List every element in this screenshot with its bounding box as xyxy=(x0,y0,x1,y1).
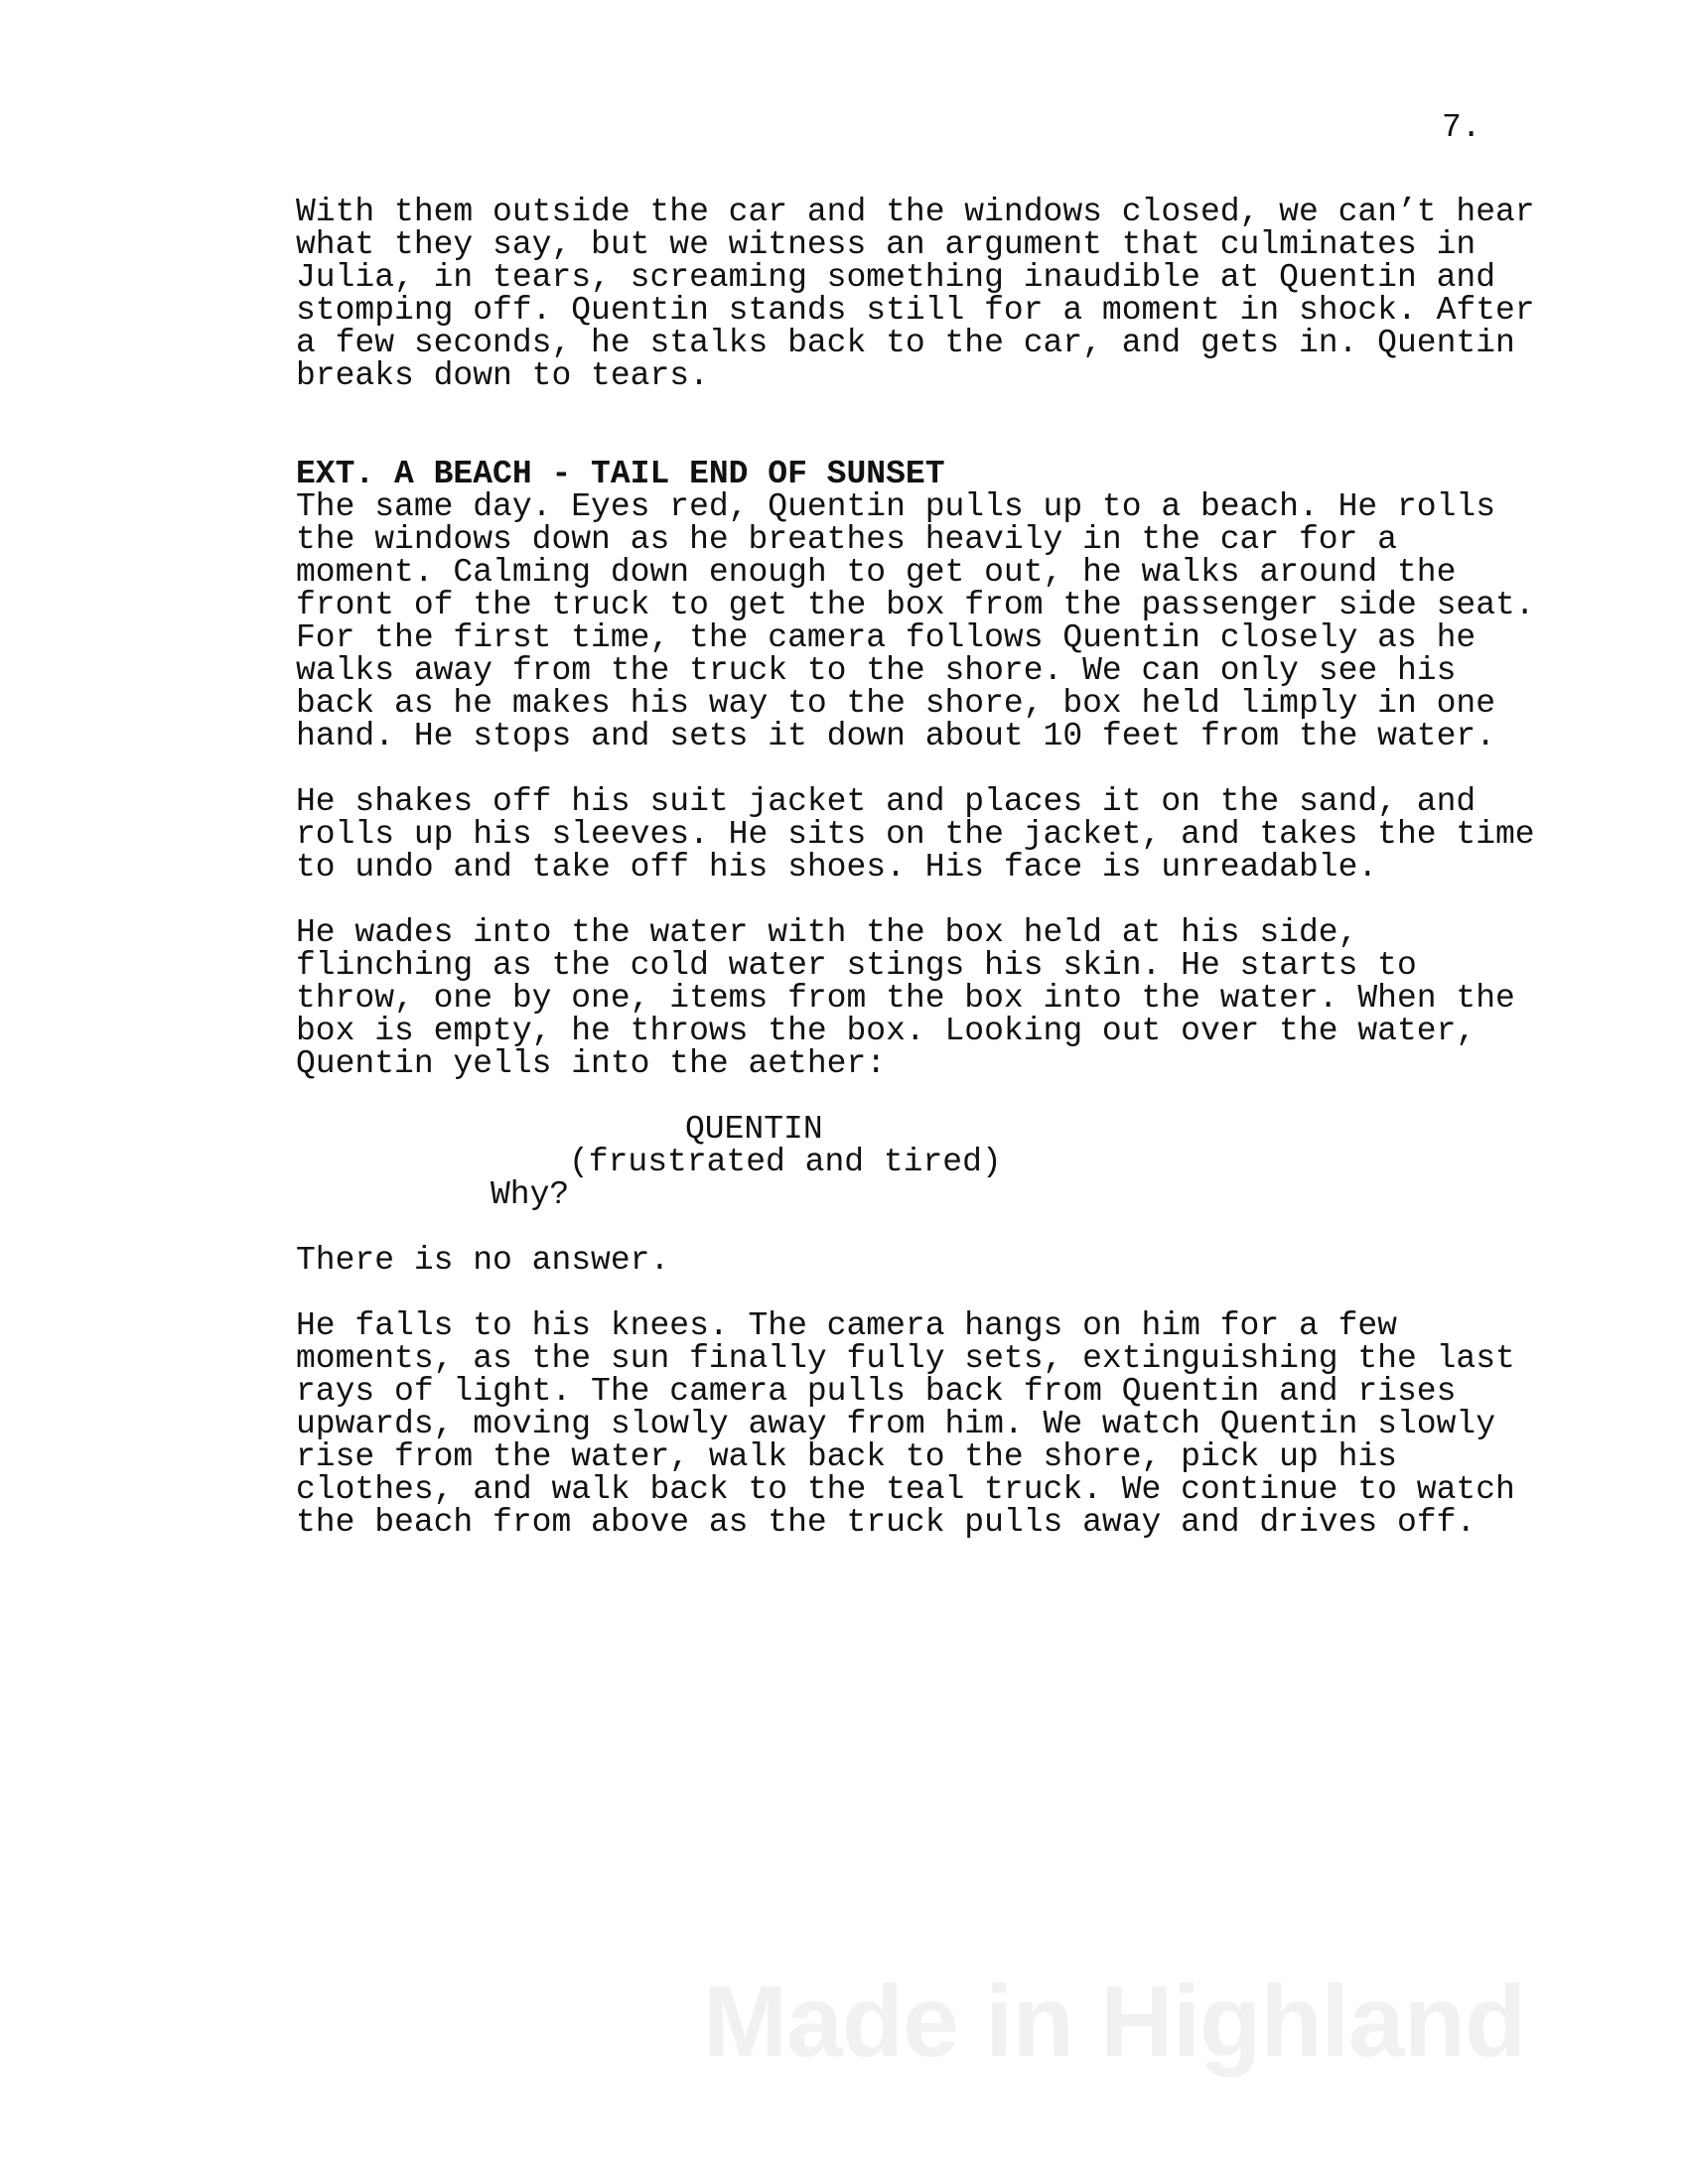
page-number: 7. xyxy=(1442,109,1481,146)
action-line: moment. Calming down enough to get out, he walks around the xyxy=(296,554,1457,591)
action-line: flinching as the cold water stings his skin. He starts to xyxy=(296,947,1417,984)
action-line: back as he makes his way to the shore, box held limply in one xyxy=(296,685,1495,722)
action-line: Julia, in tears, screaming something inaudible at Quentin and xyxy=(296,259,1495,296)
action-line: box is empty, he throws the box. Looking out over the water, xyxy=(296,1013,1477,1049)
action-line: stomping off. Quentin stands still for a moment in shock. After xyxy=(296,292,1535,329)
action-line: front of the truck to get the box from the passenger side seat. xyxy=(296,587,1535,623)
action-paragraph-6 xyxy=(296,1309,1567,1539)
action-line: There is no answer. xyxy=(296,1242,670,1279)
action-line: walks away from the truck to the shore. We can only see his xyxy=(296,652,1457,689)
action-line: rays of light. The camera pulls back from Quentin and rises xyxy=(296,1373,1457,1410)
action-line: hand. He stops and sets it down about 10 feet from the water. xyxy=(296,718,1495,754)
action-line: the beach from above as the truck pulls away and drives off. xyxy=(296,1504,1477,1541)
action-line: moments, as the sun finally fully sets, extinguishing the last xyxy=(296,1340,1515,1377)
action-line: what they say, but we witness an argument that culminates in xyxy=(296,226,1477,263)
action-line: to undo and take off his shoes. His face is unreadable. xyxy=(296,849,1378,886)
action-line: For the first time, the camera follows Quentin closely as he xyxy=(296,619,1477,656)
action-line: The same day. Eyes red, Quentin pulls up to a beach. He rolls xyxy=(296,488,1495,525)
dialogue: Why? xyxy=(491,1176,570,1213)
action-line: a few seconds, he stalks back to the car, and gets in. Quentin xyxy=(296,325,1515,361)
action-line: Quentin yells into the aether: xyxy=(296,1045,887,1082)
action-paragraph-4 xyxy=(296,916,1567,1080)
character-name: QUENTIN xyxy=(685,1111,823,1148)
action-line: rolls up his sleeves. He sits on the jacket, and takes the time xyxy=(296,816,1535,853)
action-line: throw, one by one, items from the box into the water. When the xyxy=(296,980,1515,1017)
watermark: Made in Highland xyxy=(703,1965,1526,2078)
scene-heading: EXT. A BEACH - TAIL END OF SUNSET xyxy=(296,456,945,492)
action-line: clothes, and walk back to the teal truck. We continue to watch xyxy=(296,1471,1515,1508)
action-paragraph-3 xyxy=(296,785,1567,884)
action-line: He wades into the water with the box held at his side, xyxy=(296,914,1358,951)
action-paragraph-5 xyxy=(296,1244,1567,1277)
action-line: He shakes off his suit jacket and places it on the sand, and xyxy=(296,783,1477,820)
action-line: With them outside the car and the windows closed, we can’t hear xyxy=(296,194,1535,230)
action-paragraph-1 xyxy=(296,196,1567,392)
action-line: breaks down to tears. xyxy=(296,357,709,394)
action-line: the windows down as he breathes heavily in the car for a xyxy=(296,521,1397,558)
parenthetical: (frustrated and tired) xyxy=(569,1144,1002,1180)
action-line: rise from the water, walk back to the shore, pick up his xyxy=(296,1438,1397,1475)
action-paragraph-2 xyxy=(296,490,1567,752)
action-line: He falls to his knees. The camera hangs on him for a few xyxy=(296,1307,1397,1344)
action-line: upwards, moving slowly away from him. We watch Quentin slowly xyxy=(296,1406,1495,1442)
